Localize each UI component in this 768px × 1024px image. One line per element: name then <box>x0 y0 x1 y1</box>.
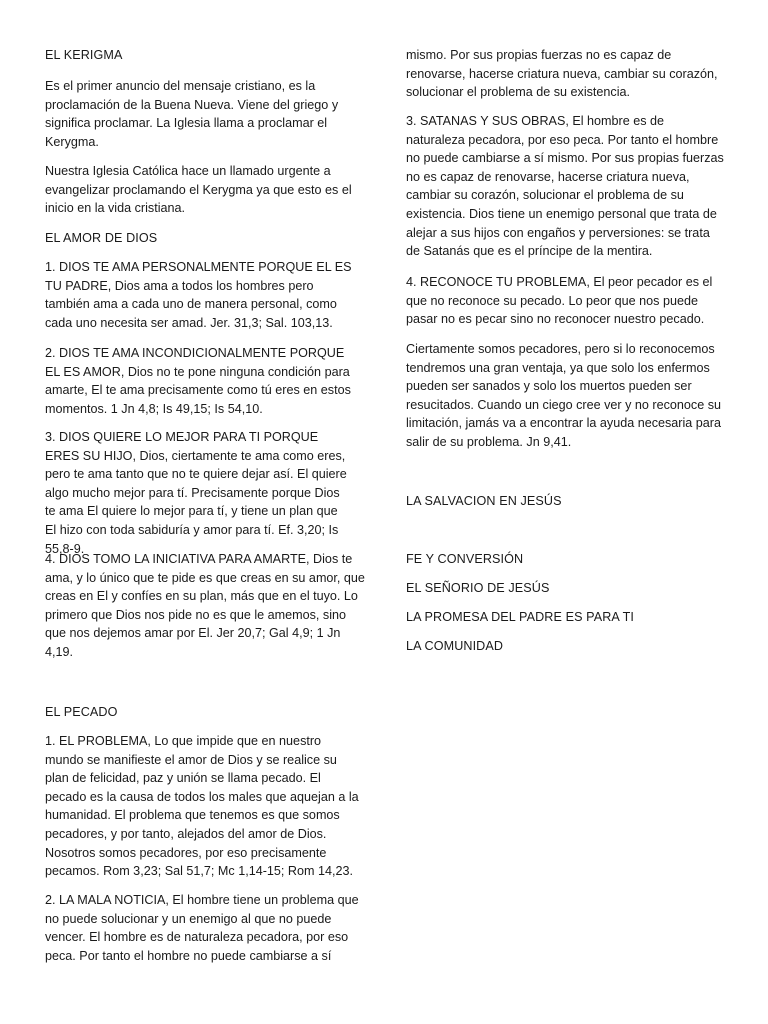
kerigma-paragraph-2: Nuestra Iglesia Católica hace un llamado urgente a evangelizar proclamando el Kerygma ya que esto es el inicio en la vida cristiana. <box>45 164 352 216</box>
kerigma-paragraph-1: Es el primer anuncio del mensaje cristiano, es la proclamación de la Buena Nueva. Viene del griego y significa proclamar. La Iglesia llama a proclamar el Kerygma. <box>45 79 339 149</box>
satanas-point: 3. SATANAS Y SUS OBRAS, El hombre es de naturaleza pecadora, por eso peca. Por tanto el hombre no puede cambiarse a sí mismo. Por sus propias fuerzas no es capaz de renovarse, hacerse criatura nueva, cambiar su corazón, solucionar el problema de su existencia. Dios tiene un enemigo personal que trata de alejar a sus hijos con engaños y perversiones: se trata de Satanás que es el príncipe de la mentira. <box>406 114 724 259</box>
pecado-point-1: 1. EL PROBLEMA, Lo que impide que en nuestro mundo se manifieste el amor de Dios y se realice su plan de felicidad, paz y unión se llama pecado. El pecado es la causa de todos los males que aquejan a la humanidad. El problema que tenemos es que somos pecadores, y por tanto, alejados del amor de Dios. Nosotros somos pecadores, por eso precisamente pecamos. Rom 3,23; Sal 51,7; Mc 1,14-15; Rom 14,23. <box>45 734 359 879</box>
pecado-point-2: 2. LA MALA NOTICIA, El hombre tiene un problema que no puede solucionar y un enemigo al que no puede vencer. El hombre es de naturaleza pecadora, por eso peca. Por tanto el hombre no puede cambiarse a sí <box>45 893 359 963</box>
amor-point-4: 4. DIOS TOMO LA INICIATIVA PARA AMARTE, Dios te ama, y lo único que te pide es que creas en su amor, que creas en El y confíes en su plan, más que en el tuyo. Lo primero que Dios nos pide no es que le amemos, sino que nos dejemos amar por El. Jer 20,7; Gal 4,9; 1 Jn 4,19. <box>45 552 365 659</box>
amor-point-2: 2. DIOS TE AMA INCONDICIONALMENTE PORQUE EL ES AMOR, Dios no te pone ninguna condición para amarte, El te ama precisamente como tú eres en estos momentos. 1 Jn 4,8; Is 49,15; Is 54,10. <box>45 346 351 416</box>
kerigma-heading: EL KERIGMA <box>45 48 123 62</box>
pecado-heading: EL PECADO <box>45 705 118 719</box>
senorio-heading: EL SEÑORIO DE JESÚS <box>406 581 550 595</box>
comunidad-heading: LA COMUNIDAD <box>406 639 504 653</box>
salvacion-heading: LA SALVACION EN JESÚS <box>406 494 562 508</box>
amor-heading: EL AMOR DE DIOS <box>45 231 158 245</box>
promesa-heading: LA PROMESA DEL PADRE ES PARA TI <box>406 610 635 624</box>
ciertamente-paragraph: Ciertamente somos pecadores, pero si lo reconocemos tendremos una gran ventaja, ya que solo los enfermos pueden ser sanados y solo los muertos pueden ser resucitados. Cuando un ciego cree ver y no reconoce su limitación, jamás va a encontrar la ayuda necesaria para salir de su problema. Jn 9,41. <box>406 342 722 449</box>
fe-heading: FE Y CONVERSIÓN <box>406 552 524 566</box>
amor-point-1: 1. DIOS TE AMA PERSONALMENTE PORQUE EL ES TU PADRE, Dios ama a todos los hombres pero también ama a cada uno de manera personal, como cada uno necesita ser amad. Jer. 31,3; Sal. 103,13. <box>45 260 352 330</box>
amor-point-3: 3. DIOS QUIERE LO MEJOR PARA TI PORQUE ERES SU HIJO, Dios, ciertamente te ama como eres, pero te ama tanto que no te quiere dejar así. El quiere algo mucho mejor para tí. Precisamente porque Dios te ama El quiere lo mejor para tí, y tiene un plan que El hizo con toda sabiduría y amor para tí. Ef. 3,20; Is 55,8-9. <box>45 430 347 556</box>
reconoce-point: 4. RECONOCE TU PROBLEMA, El peor pecador es el que no reconoce su pecado. Lo peor que nos puede pasar no es pecar sino no reconocer nuestro pecado. <box>406 275 713 327</box>
pecado-continuation: mismo. Por sus propias fuerzas no es capaz de renovarse, hacerse criatura nueva, cambiar su corazón, solucionar el problema de su existencia. <box>406 48 718 100</box>
